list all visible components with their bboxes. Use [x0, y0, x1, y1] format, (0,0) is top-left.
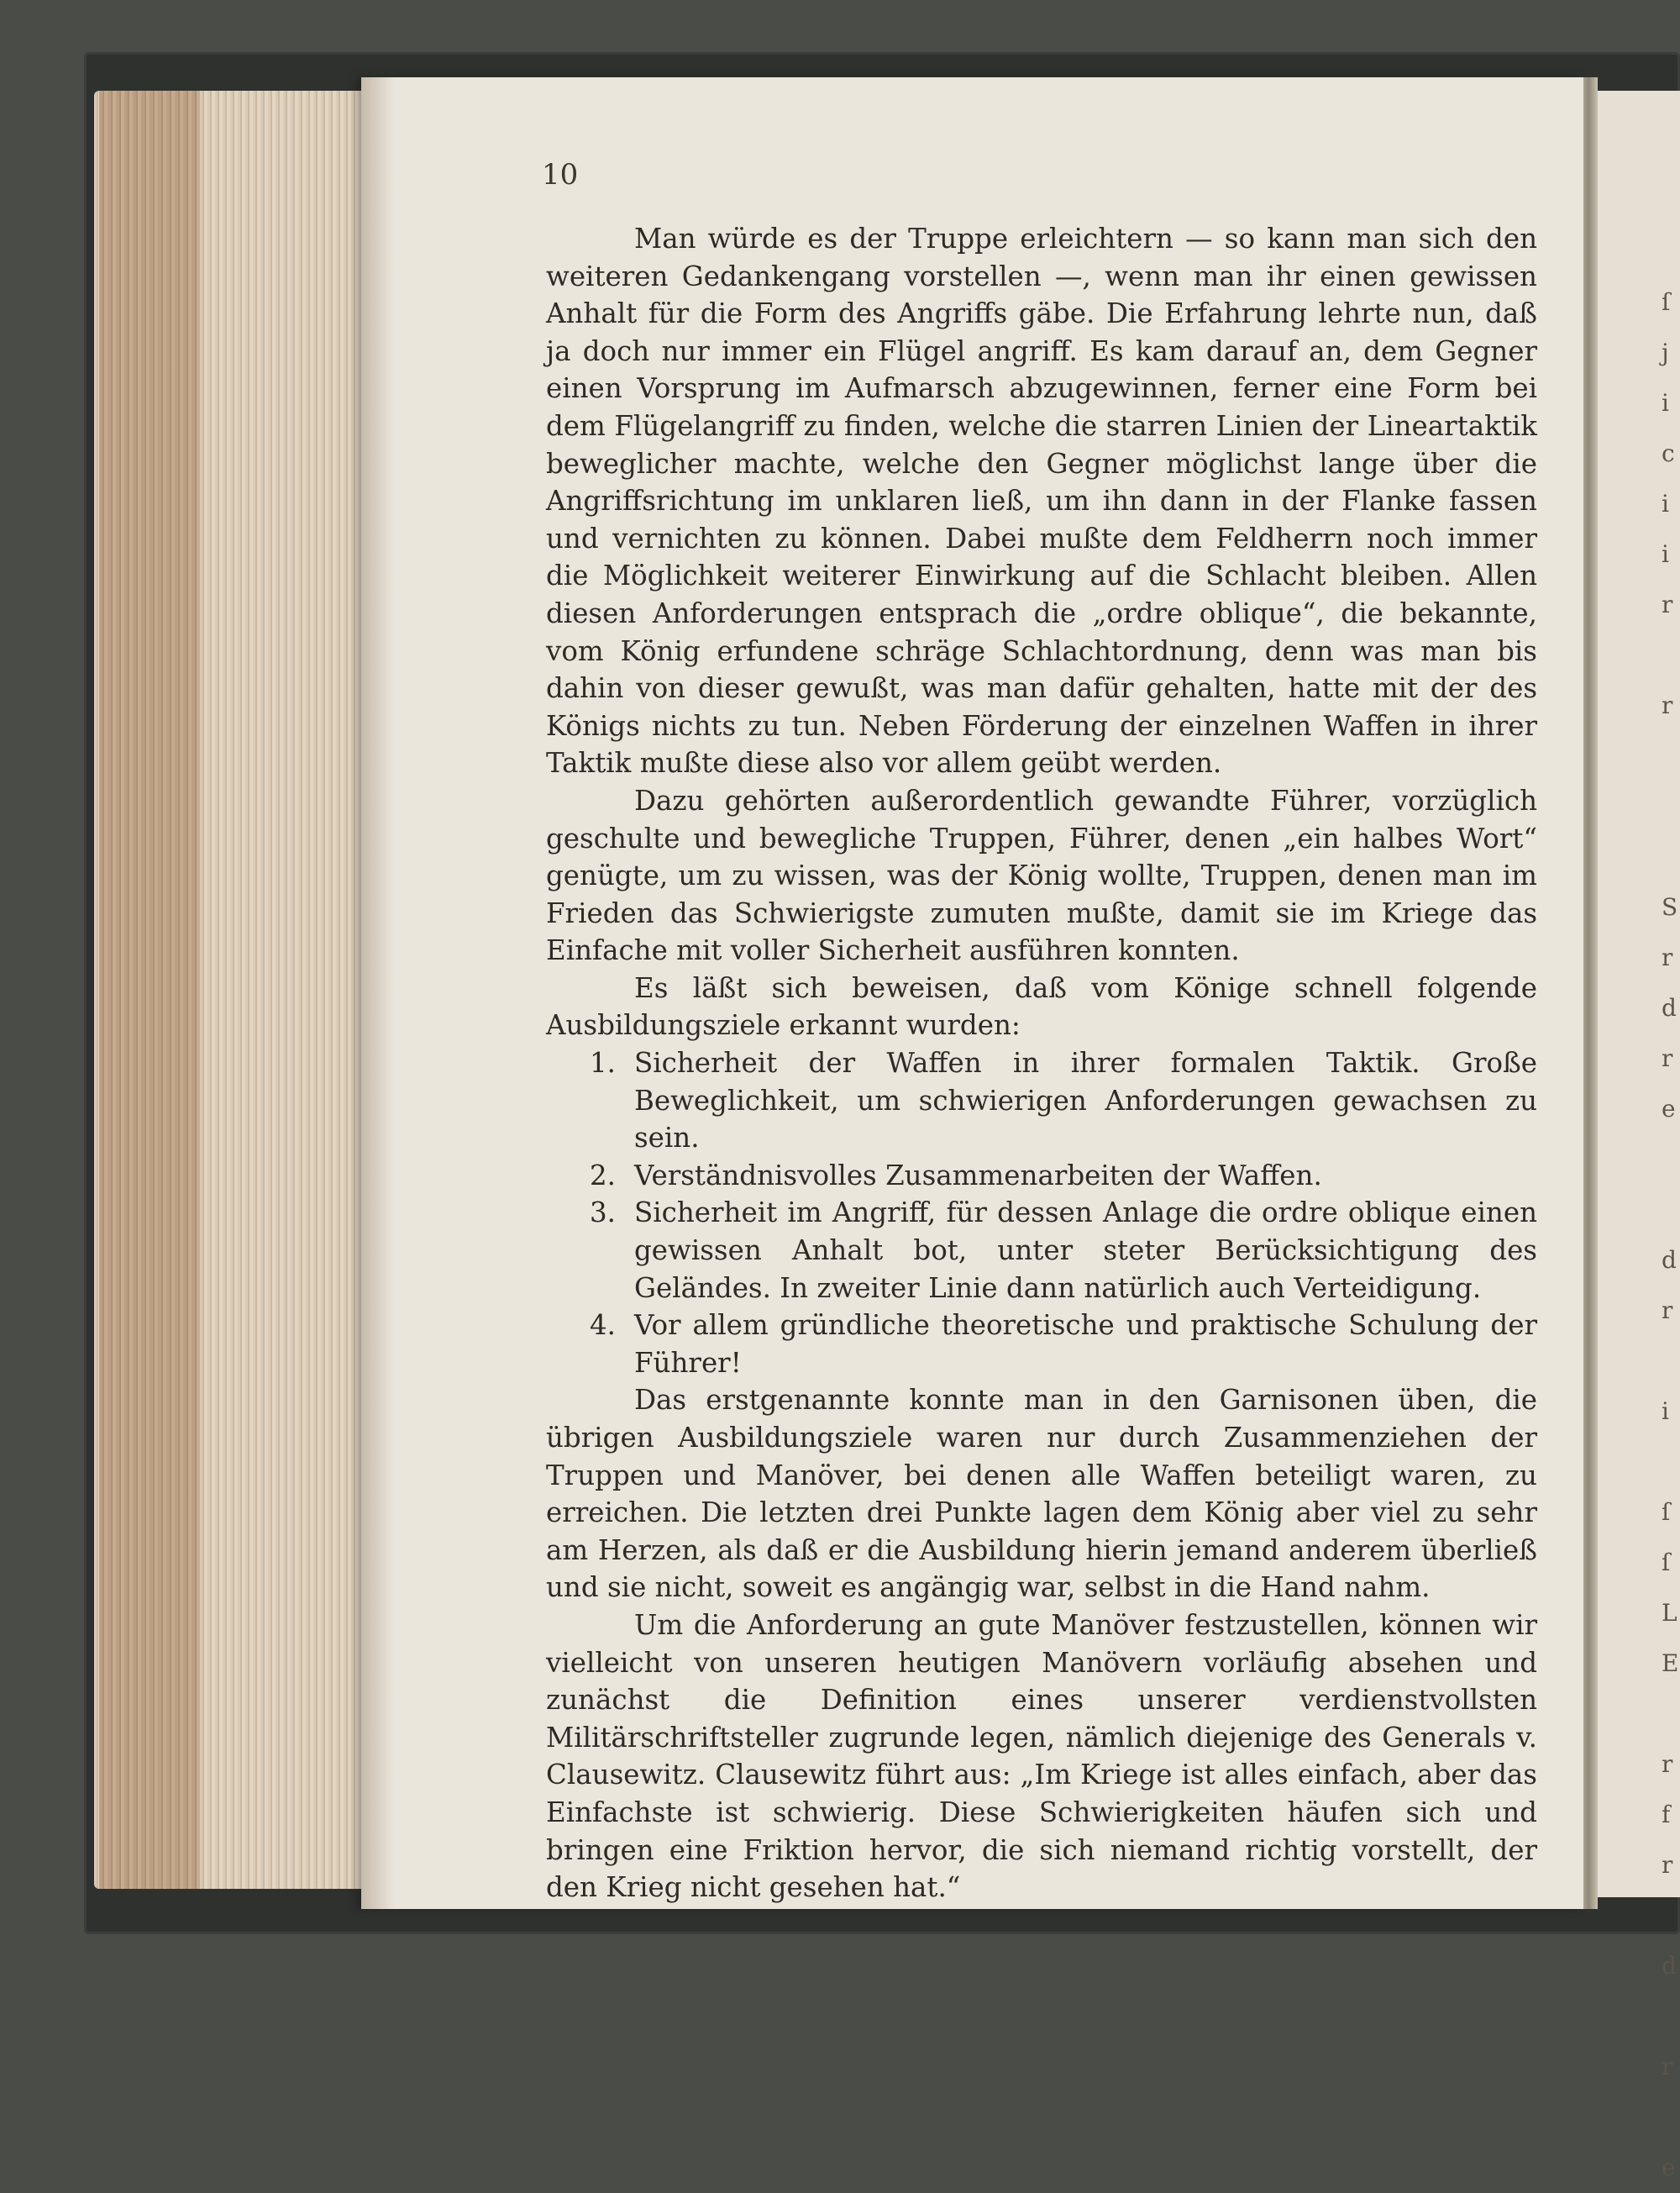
list-number: 3.	[589, 1196, 616, 1229]
page-curl-shadow	[361, 77, 395, 1909]
paragraph-2: Dazu gehörten außerordentlich gewandte Führer, vorzüglich geschulte und bewegliche Truppen, Führer, denen „ein halbes Wort“ genügte, um zu wissen, was der König wollte, Truppen, denen man im Frieden das Schwierigste zumuten mußte, damit sie im Kriege das Einfache mit voller Sicherheit ausführen konnten.	[546, 784, 1537, 967]
facing-page-text-fragments: ſ j i c i i r r S r d r e d r i ſ ſ L E r f r d r e	[1662, 288, 1679, 2181]
list-number: 2.	[589, 1159, 616, 1191]
list-item	[546, 1044, 1537, 1157]
page-body	[546, 220, 1537, 1906]
list-text: Verständnisvolles Zusammenarbeiten der Waffen.	[634, 1159, 1322, 1191]
paragraph-4: Das erstgenannte konnte man in den Garnisonen üben, die übrigen Ausbildungsziele waren nur durch Zusammenziehen der Truppen und Manöver, bei denen alle Waffen beteiligt waren, zu erreichen. Die letzten drei Punkte lagen dem König aber viel zu sehr am Herzen, als daß er die Ausbildung hierin jemand anderem überließ und sie nicht, soweit es angängig war, selbst in die Hand nahm.	[546, 1384, 1537, 1604]
paragraph-1: Man würde es der Truppe erleichtern — so kann man sich den weiteren Gedankengang vorstellen —, wenn man ihr einen gewissen Anhalt für die Form des Angriffs gäbe. Die Erfahrung lehrte nun, daß ja doch nur immer ein Flügel angriff. Es kam darauf an, dem Gegner einen Vorsprung im Aufmarsch abzugewinnen, ferner eine Form bei dem Flügelangriff zu finden, welche die starren Linien der Lineartaktik beweglicher machte, welche den Gegner möglichst lange über die Angriffsrichtung im unklaren ließ, um ihn dann in der Flanke fassen und vernichten zu können. Dabei mußte dem Feldherrn noch immer die Möglichkeit weiterer Einwirkung auf die Schlacht bleiben. Allen diesen Anforderungen entsprach die „ordre oblique“, die bekannte, vom König erfundene schräge Schlachtordnung, denn was man bis dahin von dieser gewußt, was man dafür gehalten, hatte mit der des Königs nichts zu tun. Neben Förderung der einzelnen Waffen in ihrer Taktik mußte diese also vor allem geübt werden.	[546, 223, 1537, 780]
list-item	[546, 1307, 1537, 1381]
list-item	[546, 1157, 1537, 1195]
page-number: 10	[542, 158, 579, 192]
list-number: 4.	[589, 1309, 616, 1342]
paragraph-3: Es läßt sich beweisen, daß vom Könige schnell folgende Ausbildungsziele erkannt wurden:	[546, 971, 1537, 1042]
page-edges-shadow	[99, 91, 200, 1889]
list-number: 1.	[589, 1047, 616, 1080]
list-text: Sicherheit im Angriff, für dessen Anlage die ordre oblique einen gewissen Anhalt bot, unter steter Berücksichtigung des Geländes. In zweiter Linie dann natürlich auch Verteidigung.	[634, 1196, 1537, 1304]
list-text: Sicherheit der Waffen in ihrer formalen Taktik. Große Beweglichkeit, um schwierigen Anforderungen gewachsen zu sein.	[634, 1047, 1537, 1154]
list-item	[546, 1194, 1537, 1307]
list-text: Vor allem gründliche theoretische und praktische Schulung der Führer!	[634, 1309, 1537, 1379]
paragraph-5: Um die Anforderung an gute Manöver festzustellen, können wir vielleicht von unseren heutigen Manövern vorläufig absehen und zunächst die Definition eines unserer verdienstvollsten Militärschriftsteller zugrunde legen, nämlich diejenige des Generals v. Clausewitz. Clausewitz führt aus: „Im Kriege ist alles einfach, aber das Einfachste ist schwierig. Diese Schwierigkeiten häufen sich und bringen eine Friktion hervor, die sich niemand richtig vorstellt, der den Krieg nicht gesehen hat.“	[546, 1608, 1537, 1904]
